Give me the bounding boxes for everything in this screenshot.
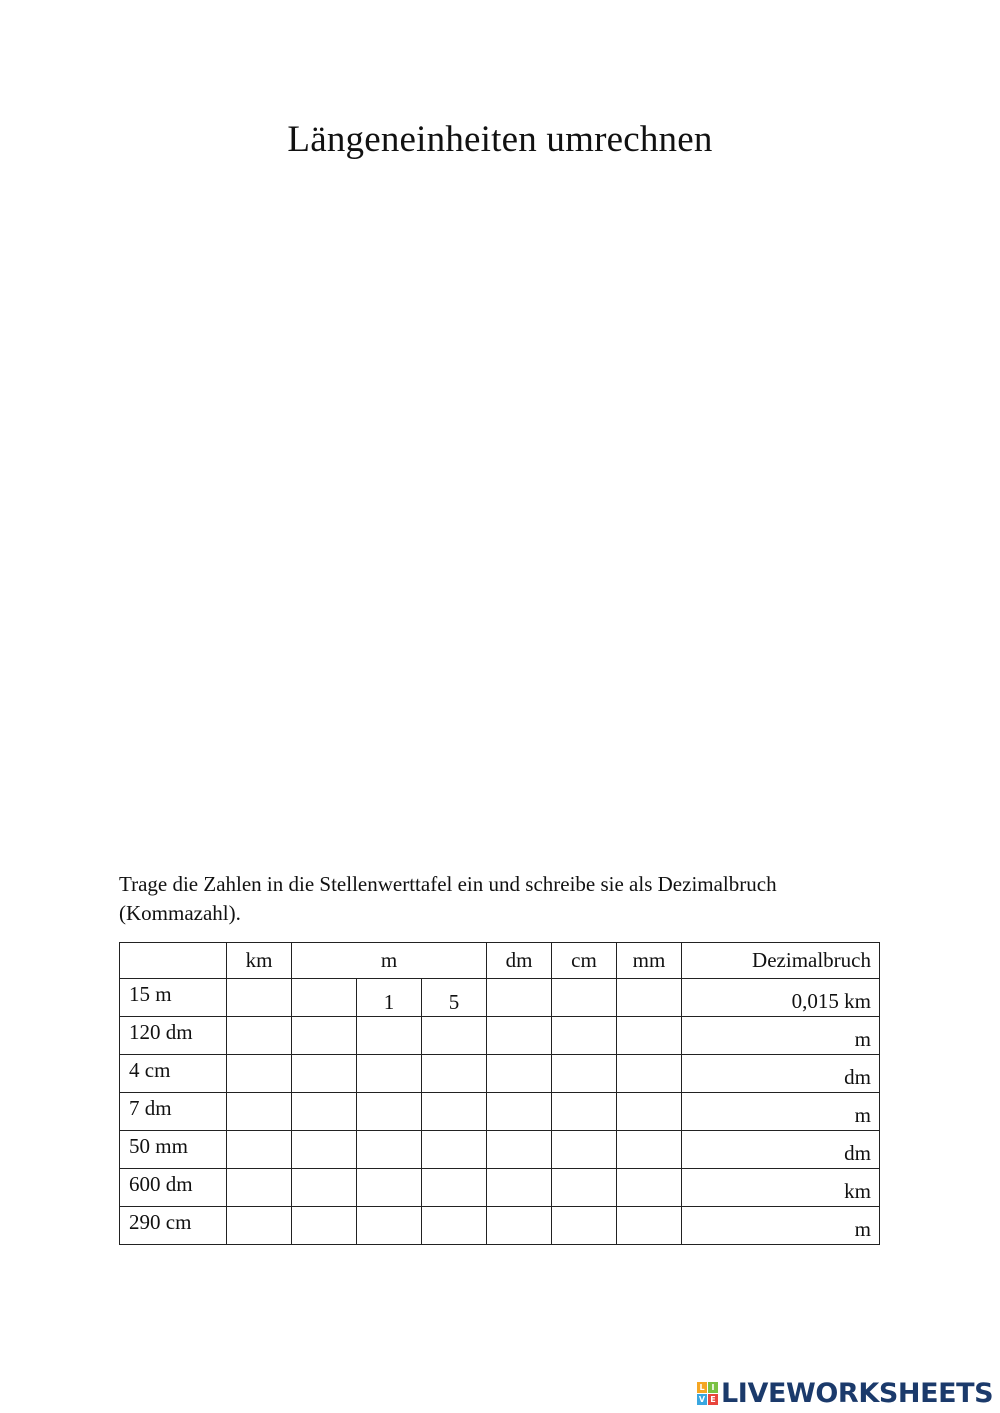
answer-cell[interactable]	[357, 1017, 422, 1055]
row-label: 4 cm	[120, 1055, 227, 1093]
answer-cell[interactable]	[292, 979, 357, 1017]
answer-cell[interactable]	[292, 1093, 357, 1131]
liveworksheets-logo	[697, 1378, 993, 1409]
answer-cell[interactable]	[227, 1017, 292, 1055]
answer-cell[interactable]	[552, 979, 617, 1017]
answer-cell[interactable]	[487, 1055, 552, 1093]
row-label: 600 dm	[120, 1169, 227, 1207]
header-mm: mm	[617, 943, 682, 979]
answer-cell[interactable]	[617, 979, 682, 1017]
answer-cell[interactable]	[357, 1093, 422, 1131]
answer-cell[interactable]	[552, 1169, 617, 1207]
dezimalbruch-cell[interactable]: km	[682, 1169, 880, 1207]
table-row	[120, 1131, 880, 1169]
answer-cell[interactable]	[292, 1207, 357, 1245]
answer-cell[interactable]	[617, 1017, 682, 1055]
liveworksheets-logo-icon	[697, 1382, 718, 1405]
answer-cell[interactable]	[292, 1169, 357, 1207]
answer-cell[interactable]	[487, 1017, 552, 1055]
answer-cell[interactable]	[422, 1017, 487, 1055]
answer-cell[interactable]	[617, 1131, 682, 1169]
header-cm: cm	[552, 943, 617, 979]
answer-cell[interactable]	[357, 1207, 422, 1245]
answer-cell[interactable]	[227, 1055, 292, 1093]
answer-cell[interactable]	[227, 979, 292, 1017]
dezimalbruch-cell[interactable]: dm	[682, 1055, 880, 1093]
logo-letter-square: E	[708, 1394, 718, 1405]
dezimalbruch-cell[interactable]: 0,015 km	[682, 979, 880, 1017]
header-m: m	[292, 943, 487, 979]
answer-cell[interactable]	[422, 1207, 487, 1245]
answer-cell[interactable]	[617, 1207, 682, 1245]
logo-letter-square: L	[697, 1382, 707, 1393]
answer-cell[interactable]	[227, 1207, 292, 1245]
answer-cell[interactable]	[487, 1169, 552, 1207]
row-label: 7 dm	[120, 1093, 227, 1131]
answer-cell[interactable]	[357, 1169, 422, 1207]
liveworksheets-logo-text: LIVEWORKSHEETS	[721, 1378, 994, 1409]
answer-cell[interactable]	[617, 1093, 682, 1131]
answer-cell[interactable]	[357, 1055, 422, 1093]
answer-cell[interactable]	[292, 1017, 357, 1055]
answer-cell[interactable]	[227, 1093, 292, 1131]
table-row	[120, 979, 880, 1017]
answer-cell[interactable]	[487, 1131, 552, 1169]
page-title: Längeneinheiten umrechnen	[287, 119, 713, 160]
answer-cell[interactable]	[227, 1131, 292, 1169]
table-row	[120, 1055, 880, 1093]
dezimalbruch-cell[interactable]: dm	[682, 1131, 880, 1169]
answer-cell[interactable]	[617, 1055, 682, 1093]
header-dm: dm	[487, 943, 552, 979]
instruction-text: Trage die Zahlen in die Stellenwerttafel ein und schreibe sie als Dezimalbruch (Kommazahl).	[119, 872, 777, 925]
answer-cell[interactable]	[552, 1093, 617, 1131]
answer-cell[interactable]	[552, 1207, 617, 1245]
header-dezimalbruch: Dezimalbruch	[682, 943, 880, 979]
header-blank	[120, 943, 227, 979]
answer-cell[interactable]	[487, 979, 552, 1017]
table-row	[120, 1169, 880, 1207]
answer-cell[interactable]	[422, 1131, 487, 1169]
answer-cell[interactable]	[617, 1169, 682, 1207]
answer-cell[interactable]: 1	[357, 979, 422, 1017]
table-header-row	[120, 943, 880, 979]
dezimalbruch-cell[interactable]: m	[682, 1017, 880, 1055]
answer-cell[interactable]	[422, 1055, 487, 1093]
table-row	[120, 1207, 880, 1245]
answer-cell[interactable]: 5	[422, 979, 487, 1017]
answer-cell[interactable]	[292, 1131, 357, 1169]
answer-cell[interactable]	[292, 1055, 357, 1093]
answer-cell[interactable]	[552, 1131, 617, 1169]
logo-letter-square: I	[708, 1382, 718, 1393]
dezimalbruch-cell[interactable]: m	[682, 1093, 880, 1131]
answer-cell[interactable]	[422, 1093, 487, 1131]
row-label: 50 mm	[120, 1131, 227, 1169]
answer-cell[interactable]	[422, 1169, 487, 1207]
dezimalbruch-cell[interactable]: m	[682, 1207, 880, 1245]
logo-letter-square: V	[698, 1395, 706, 1404]
row-label: 15 m	[120, 979, 227, 1017]
table-row	[120, 1017, 880, 1055]
answer-cell[interactable]	[487, 1207, 552, 1245]
table-row	[120, 1093, 880, 1131]
row-label: 120 dm	[120, 1017, 227, 1055]
answer-cell[interactable]	[357, 1131, 422, 1169]
place-value-table	[119, 942, 880, 1245]
row-label: 290 cm	[120, 1207, 227, 1245]
answer-cell[interactable]	[552, 1017, 617, 1055]
answer-cell[interactable]	[227, 1169, 292, 1207]
answer-cell[interactable]	[487, 1093, 552, 1131]
header-km: km	[227, 943, 292, 979]
answer-cell[interactable]	[552, 1055, 617, 1093]
